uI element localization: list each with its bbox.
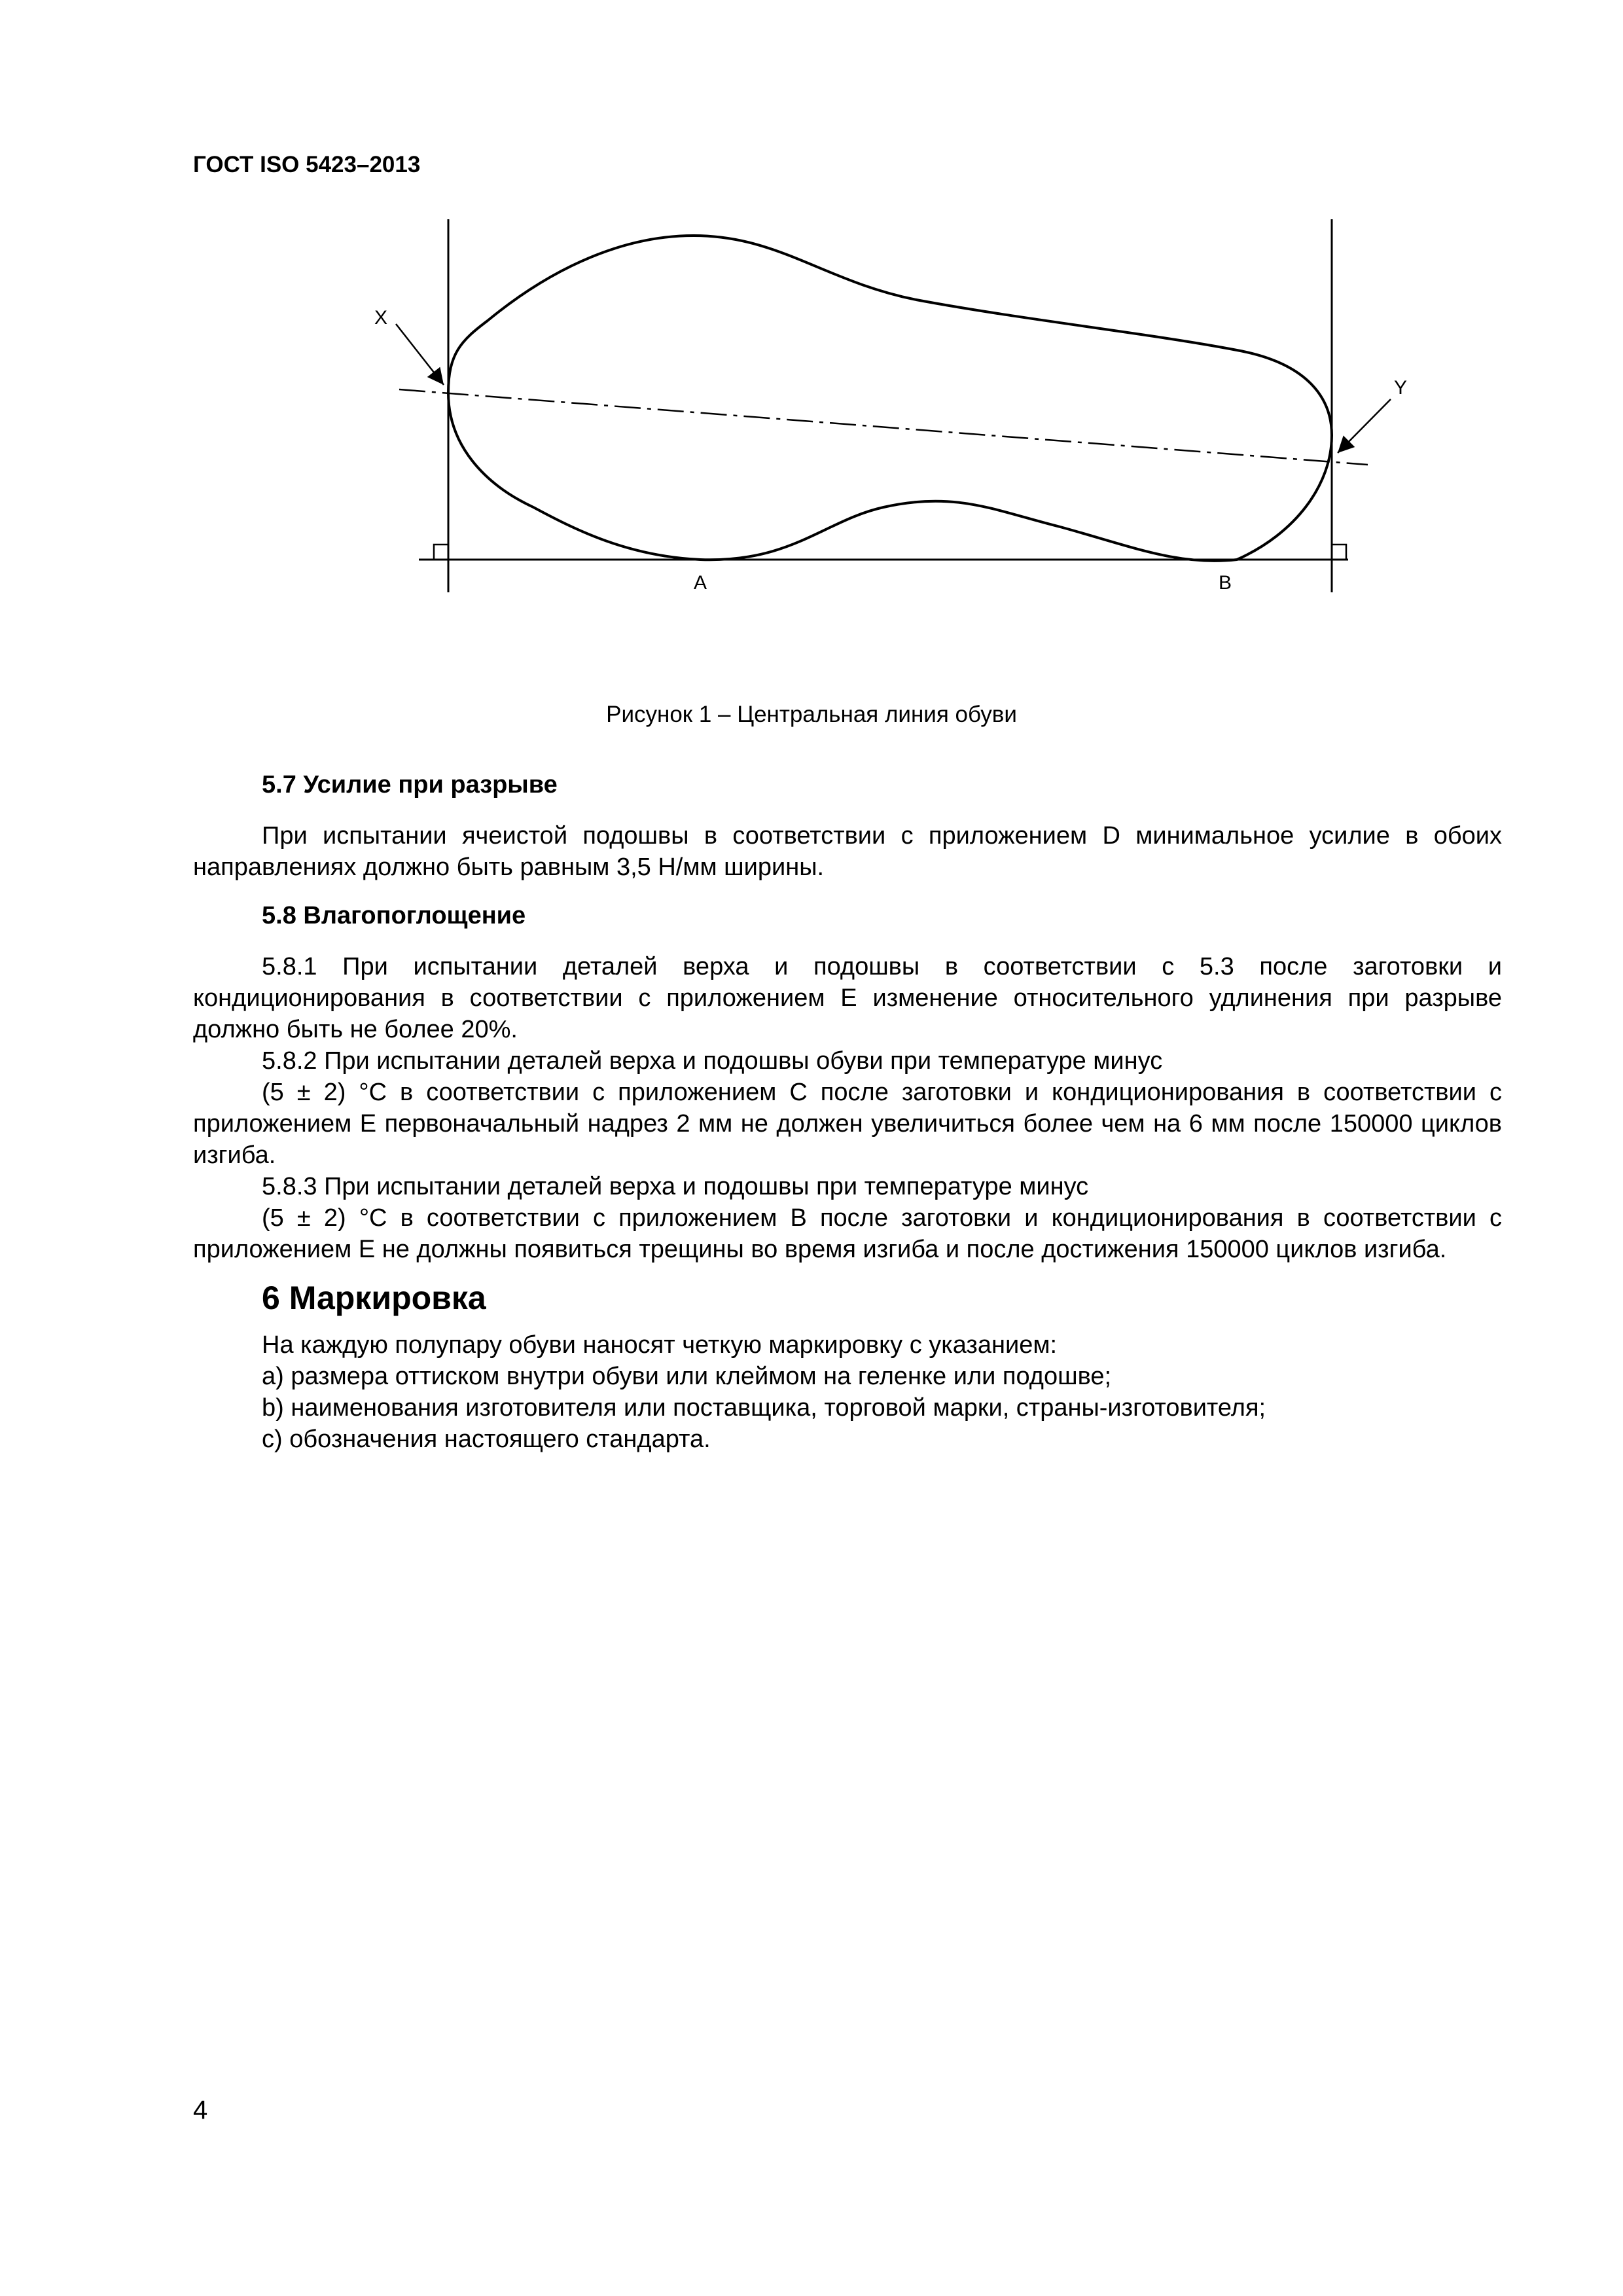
shoe-centerline-figure	[366, 209, 1414, 628]
label-b: B	[1219, 572, 1232, 594]
x-pointer-arrow	[396, 324, 444, 385]
paragraph-5-8-1: 5.8.1 При испытании деталей верха и подошвы в соответствии с 5.3 после заготовки и кондиционирования в соответствии с приложением Е изменение относительного удлинения при разрыве должно быть не более 20%.	[193, 953, 1502, 1043]
y-pointer-arrow	[1338, 399, 1391, 453]
figure-caption: Рисунок 1 – Центральная линия обуви	[606, 702, 1017, 727]
heading-5-8: 5.8 Влагопоглощение	[262, 902, 526, 929]
paragraph-5-8-3: 5.8.3 При испытании деталей верха и подошвы при температуре минус	[262, 1173, 1089, 1200]
label-y: Y	[1394, 377, 1408, 399]
heading-5-7: 5.7 Усилие при разрыве	[262, 771, 558, 798]
centerline	[399, 389, 1368, 465]
page-number: 4	[193, 2096, 208, 2125]
document-body	[193, 769, 1502, 1455]
shoe-outline-diagram	[366, 209, 1414, 628]
paragraph-5-8-3-cont: (5 ± 2) °С в соответствии с приложением В после заготовки и кондиционирования в соответствии с приложением Е не должны появиться трещины во время изгиба и после достижения 150000 циклов изгиба.	[193, 1204, 1502, 1263]
document-header: ГОСТ ISO 5423–2013	[193, 152, 421, 177]
paragraph-5-8-2-cont: (5 ± 2) °С в соответствии с приложением С после заготовки и кондиционирования в соответствии с приложением Е первоначальный надрез 2 мм не должен увеличиться более чем на 6 мм после 150000 циклов изгиба.	[193, 1079, 1502, 1169]
marking-item-b: b) наименования изготовителя или поставщика, торговой марки, страны-изготовителя;	[262, 1394, 1266, 1422]
label-a: A	[694, 572, 707, 594]
shoe-outline	[448, 236, 1332, 561]
left-right-angle-mark	[434, 545, 448, 560]
paragraph-5-7: При испытании ячеистой подошвы в соответствии с приложением D минимальное усилие в обоих направлениях должно быть равным 3,5 Н/мм ширины.	[193, 822, 1502, 881]
heading-6: 6 Маркировка	[262, 1280, 486, 1316]
label-x: X	[374, 307, 388, 329]
marking-item-a: а) размера оттиском внутри обуви или клеймом на геленке или подошве;	[262, 1363, 1112, 1390]
marking-intro: На каждую полупару обуви наносят четкую маркировку с указанием:	[262, 1331, 1058, 1359]
paragraph-5-8-2: 5.8.2 При испытании деталей верха и подошвы обуви при температуре минус	[262, 1047, 1163, 1075]
marking-item-c: с) обозначения настоящего стандарта.	[262, 1426, 711, 1453]
right-right-angle-mark	[1332, 545, 1346, 560]
